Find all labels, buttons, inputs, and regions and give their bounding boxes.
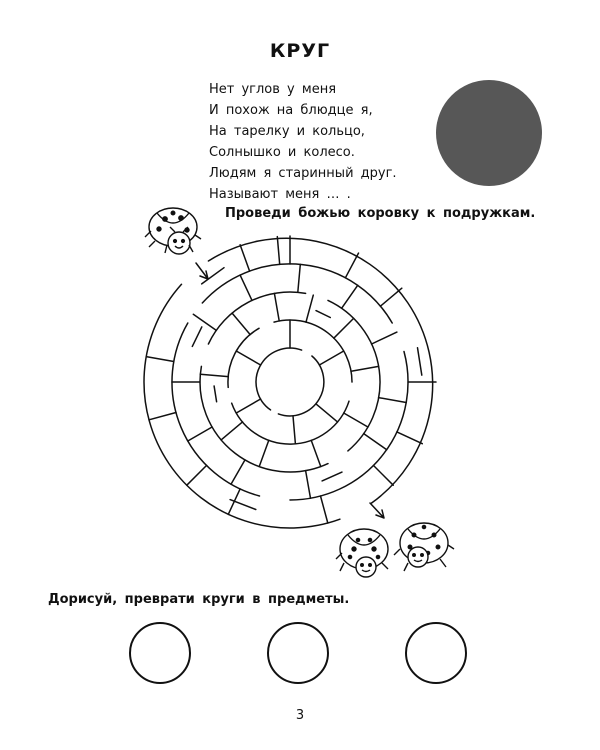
ladybug-friends-icon: [332, 513, 462, 585]
maze-wall: [274, 293, 279, 321]
maze-wall: [380, 288, 401, 306]
maze-wall: [231, 460, 245, 484]
maze-wall: [187, 465, 207, 485]
arrow-in-icon: [196, 263, 208, 279]
maze-wall: [379, 398, 407, 403]
maze-wall: [232, 313, 250, 334]
maze-wall-stub: [192, 327, 202, 347]
ladybug-icon: [394, 523, 454, 571]
maze-wall-stub: [230, 500, 256, 510]
poem-line: Нет углов у меня: [209, 82, 337, 97]
poem-line: Людям я старинный друг.: [209, 166, 397, 181]
empty-circle-3[interactable]: [405, 622, 467, 684]
maze-wall: [345, 253, 358, 278]
maze-wall: [372, 332, 397, 344]
page-title: КРУГ: [269, 40, 331, 62]
maze-wall: [236, 351, 260, 365]
poem-line: Называют меня … .: [209, 187, 351, 202]
maze-wall: [298, 264, 301, 292]
ladybug-icon: [336, 529, 388, 577]
maze-ring-arc: [232, 401, 349, 444]
maze-wall: [200, 374, 228, 376]
maze-wall-stub: [322, 472, 342, 481]
maze-wall: [306, 295, 313, 322]
drawing-instruction: Дорисуй, преврати круги в предметы.: [48, 592, 350, 607]
maze-ring-arc: [172, 323, 260, 496]
maze-ring-arc: [274, 320, 352, 382]
poem-line: Солнышко и колесо.: [209, 145, 355, 160]
maze-wall: [240, 275, 252, 300]
maze-wall-stub: [214, 386, 217, 402]
maze-ring-arc: [278, 356, 323, 416]
maze-wall: [364, 434, 387, 450]
maze-ring-arc: [290, 352, 408, 501]
page-number: 3: [295, 708, 305, 723]
empty-circle-2[interactable]: [267, 622, 329, 684]
maze-wall: [342, 285, 358, 308]
maze-wall: [334, 318, 354, 338]
maze-wall-stub: [316, 311, 330, 318]
maze-wall: [221, 422, 242, 440]
maze-wall: [293, 416, 295, 444]
maze-walls: [146, 236, 436, 523]
maze-wall: [319, 351, 343, 365]
maze-ring-arc: [144, 284, 340, 528]
poem-line: И похож на блюдце я,: [209, 103, 373, 118]
maze-instruction: Проведи божью коровку к подружкам.: [225, 206, 536, 221]
maze-wall: [188, 427, 212, 441]
maze-wall: [351, 366, 379, 371]
poem-line: На тарелку и кольцо,: [209, 124, 365, 139]
empty-circle-1[interactable]: [129, 622, 191, 684]
maze-wall: [316, 404, 338, 422]
maze-wall: [344, 413, 368, 427]
maze-wall: [149, 413, 176, 420]
maze-wall: [321, 496, 328, 523]
maze-wall: [236, 399, 260, 413]
maze-ring-arc: [256, 348, 302, 410]
maze-wall-stub: [418, 348, 422, 375]
maze-ring-arc: [328, 300, 380, 451]
maze-wall: [240, 245, 250, 271]
maze-wall: [259, 440, 269, 466]
maze-ring-arc: [208, 292, 305, 344]
maze-wall: [193, 314, 216, 330]
maze-wall: [373, 465, 393, 485]
maze-wall: [277, 237, 279, 265]
maze-wall: [311, 440, 321, 466]
maze-wall: [146, 357, 174, 362]
maze-ring-arc: [228, 328, 259, 387]
maze-wall: [397, 432, 422, 444]
maze-wall: [306, 471, 311, 499]
maze-ring-arc: [200, 366, 328, 472]
